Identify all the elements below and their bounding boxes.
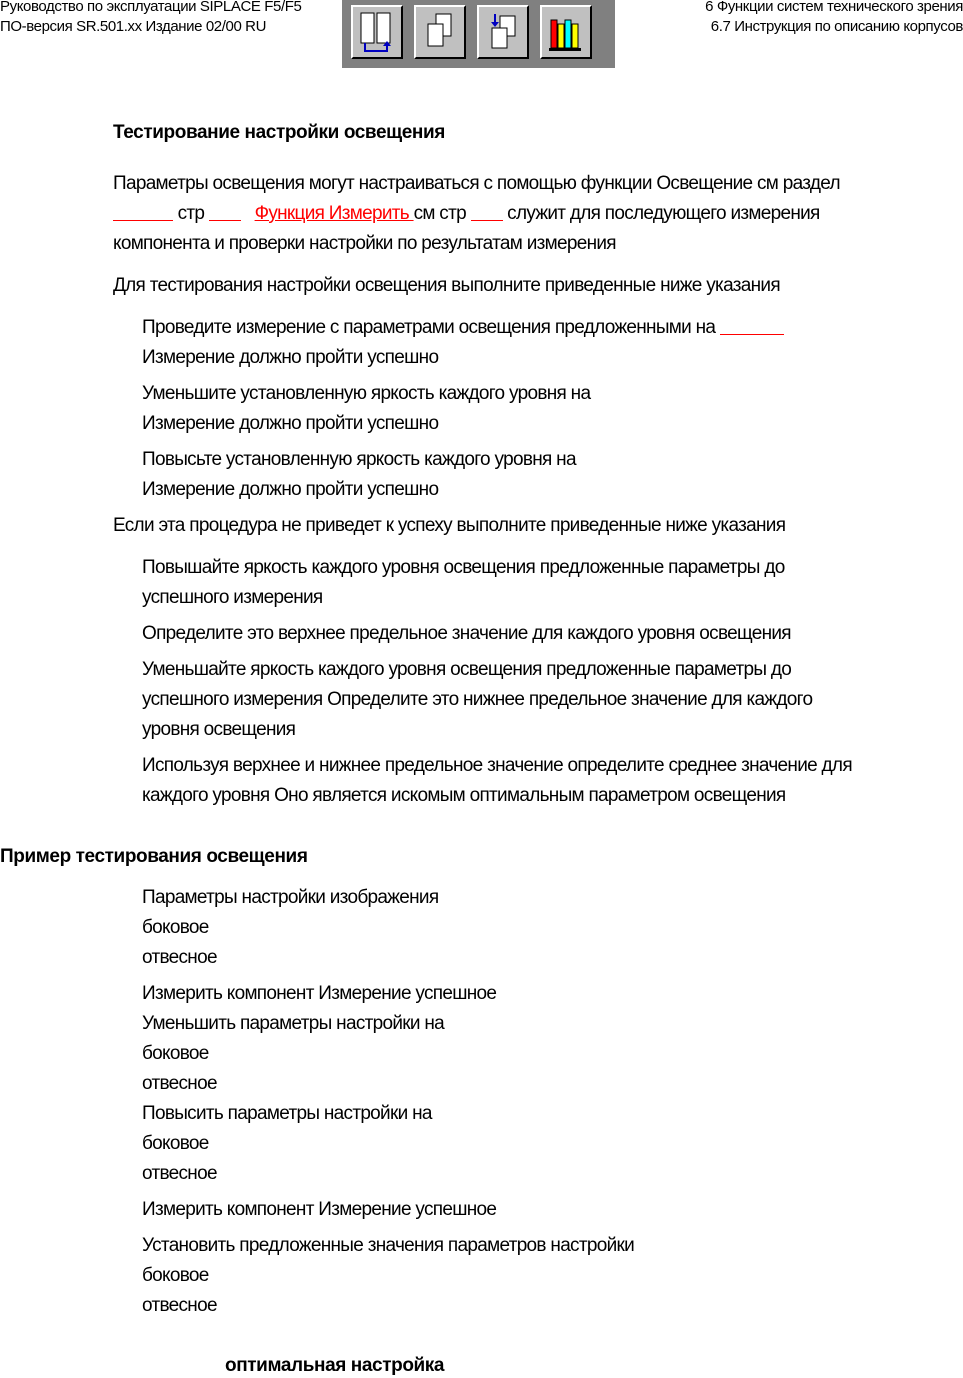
example-line: отвесное <box>142 1163 217 1184</box>
header-version: ПО-версия SR.501.xx Издание 02/00 RU <box>0 18 267 35</box>
example-line: Измерить компонент Измерение успешное <box>142 983 497 1004</box>
step-line: Повысьте установленную яркость каждого уровня на <box>142 449 576 470</box>
example-line: Установить предложенные значения параметров настройки <box>142 1235 635 1256</box>
example-line: Измерить компонент Измерение успешное <box>142 1199 497 1220</box>
header-chapter: 6 Функции систем технического зрения <box>705 0 963 15</box>
page-ref-link[interactable] <box>471 202 503 221</box>
text: служит для последующего измерения <box>502 203 820 224</box>
text: Проведите измерение с параметрами освещения предложенными на <box>142 317 720 338</box>
back-page-button[interactable] <box>477 5 529 59</box>
pages-button[interactable] <box>414 5 466 59</box>
back-page-icon <box>483 10 523 54</box>
step-line: Уменьшайте яркость каждого уровня освещения предложенные параметры до <box>142 659 792 680</box>
step-line: Измерение должно пройти успешно <box>142 347 439 368</box>
example-line: боковое <box>142 1133 209 1154</box>
step-line: Измерение должно пройти успешно <box>142 413 439 434</box>
example-line: отвесное <box>142 1073 217 1094</box>
page-layout-icon <box>357 10 397 54</box>
page-ref-link[interactable] <box>209 202 241 221</box>
books-icon <box>546 10 586 54</box>
header-section: 6.7 Инструкция по описанию корпусов <box>710 18 963 35</box>
example-line: отвесное <box>142 947 217 968</box>
paragraph-line: Параметры освещения могут настраиваться с помощью функции Освещение см раздел <box>113 173 840 194</box>
example-line: боковое <box>142 1043 209 1064</box>
step-line <box>142 316 784 340</box>
example-line: Повысить параметры настройки на <box>142 1103 432 1124</box>
step-line: успешного измерения <box>142 587 323 608</box>
section-ref-link[interactable] <box>113 202 173 221</box>
library-button[interactable] <box>540 5 592 59</box>
navigation-toolbar <box>342 0 615 68</box>
pages-icon <box>420 10 460 54</box>
paragraph: Если эта процедура не приведет к успеху выполните приведенные ниже указания <box>113 515 786 536</box>
header-manual-title: Руководство по эксплуатации SIPLACE F5/F5 <box>0 0 302 15</box>
text: стр <box>173 203 209 224</box>
page-layout-button[interactable] <box>351 5 403 59</box>
section-title-lighting-test: Тестирование настройки освещения <box>113 122 445 143</box>
ref-link[interactable] <box>720 316 784 335</box>
text: см стр <box>413 203 471 224</box>
step-line: каждого уровня Оно является искомым оптимальным параметром освещения <box>142 785 786 806</box>
step-line: успешного измерения Определите это нижнее предельное значение для каждого <box>142 689 813 710</box>
step-line: Измерение должно пройти успешно <box>142 479 439 500</box>
paragraph-line: компонента и проверки настройки по результатам измерения <box>113 233 616 254</box>
example-line: отвесное <box>142 1295 217 1316</box>
step-line: уровня освещения <box>142 719 296 740</box>
measure-function-link[interactable]: Функция Измерить <box>254 203 414 224</box>
step-line: Определите это верхнее предельное значение для каждого уровня освещения <box>142 623 791 644</box>
paragraph-line <box>113 202 820 226</box>
example-line: боковое <box>142 917 209 938</box>
optimal-setting-label: оптимальная настройка <box>225 1355 445 1376</box>
example-line: Уменьшить параметры настройки на <box>142 1013 445 1034</box>
step-line: Повышайте яркость каждого уровня освещения предложенные параметры до <box>142 557 785 578</box>
example-line: Параметры настройки изображения <box>142 887 439 908</box>
step-line: Используя верхнее и нижнее предельное значение определите среднее значение для <box>142 755 852 776</box>
paragraph: Для тестирования настройки освещения выполните приведенные ниже указания <box>113 275 780 296</box>
step-line: Уменьшите установленную яркость каждого уровня на <box>142 383 591 404</box>
section-title-example: Пример тестирования освещения <box>0 846 308 867</box>
example-line: боковое <box>142 1265 209 1286</box>
